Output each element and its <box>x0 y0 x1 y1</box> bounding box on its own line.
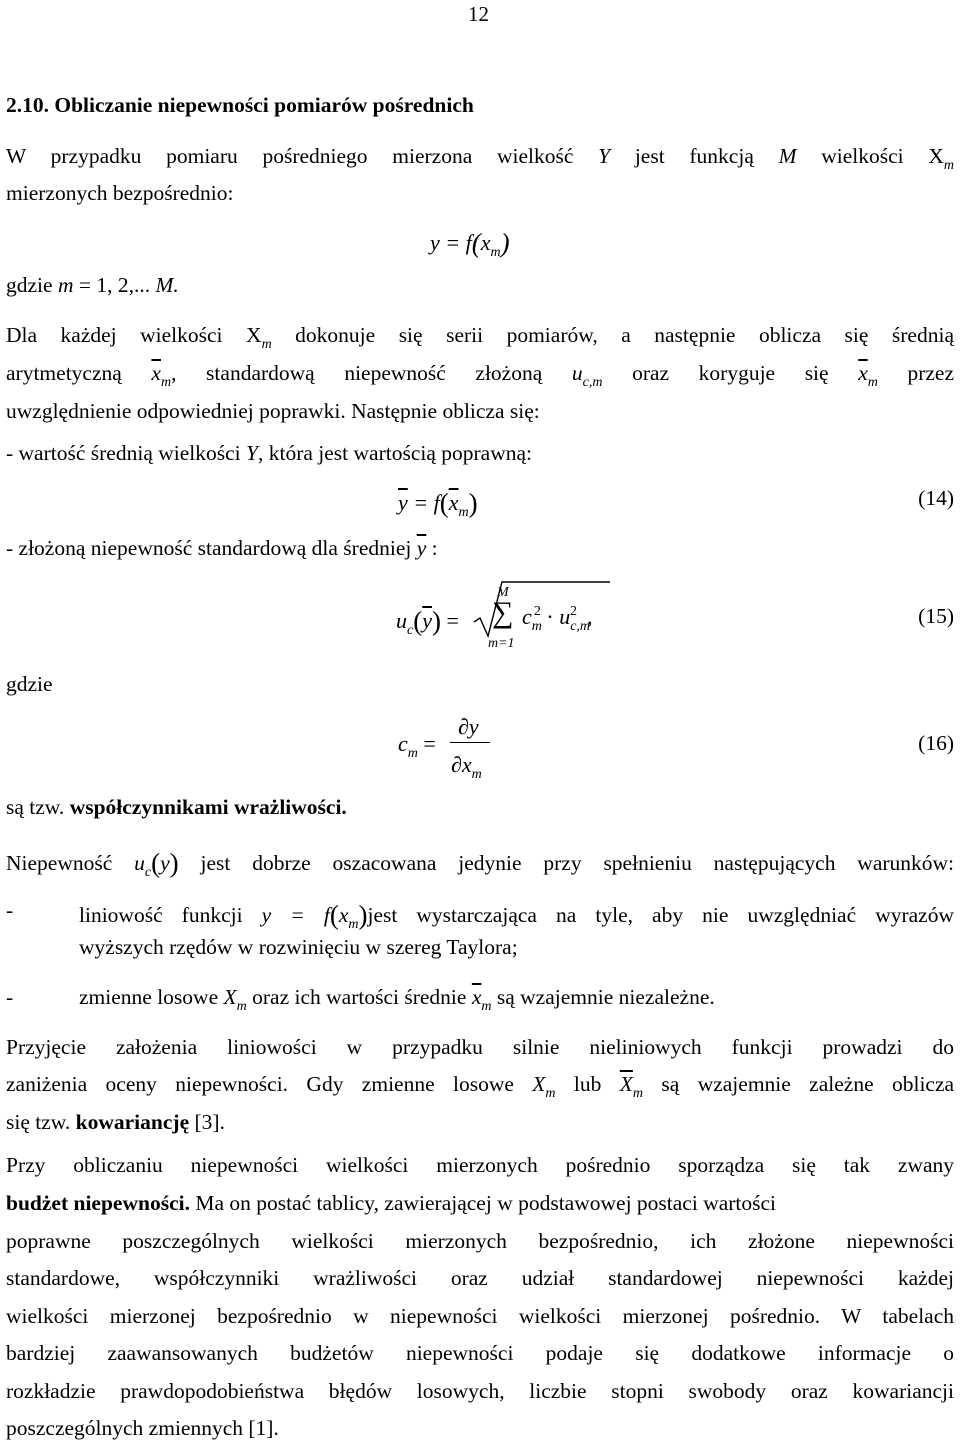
equation-16-numerator: ∂y <box>458 714 479 739</box>
equation-14: $\overline{y} = f(\overline{x}_m)$ <box>398 488 478 520</box>
equation-16-denominator: $\partial x_m$ <box>451 752 482 782</box>
condition-1-dash: - <box>6 898 14 922</box>
item-uncertainty: - złożoną niepewność standardową dla średniej $\overline{y}$ : <box>6 536 438 560</box>
equation-16-lhs: $c_m$ = <box>398 731 436 761</box>
para2-line-1: Przyjęcie założenia liniowości w przypadku silnie nieliniowych funkcji prowadzi do <box>6 1035 954 1059</box>
condition-2-line: zmienne losowe $X_m$ oraz ich wartości średnie $\overline{x}_m$ są wzajemnie niezależne. <box>79 985 715 1014</box>
condition-2-dash: - <box>6 985 14 1009</box>
sum-lower-limit: m=1 <box>488 636 515 651</box>
para1-line-1: Dla każdej wielkości $X_m$ dokonuje się serii pomiarów, a następnie oblicza się średnią <box>6 323 954 352</box>
equation-15-lhs: $u_c(\overline{y})$ = <box>396 606 459 638</box>
page-number: 12 <box>468 2 489 26</box>
item-mean: - wartość średnią wielkości Y, która jest wartością poprawną: <box>6 441 533 465</box>
para3-line-7: rozkładzie prawdopodobieństwa błędów losowych, liczbie stopni swobody oraz kowariancji <box>6 1379 954 1403</box>
para3-line-3: poprawne poszczególnych wielkości mierzonych bezpośrednio, ich złożone niepewności <box>6 1229 954 1253</box>
condition-1-line-1: liniowość funkcji $y = f(x_m)jest$ wystarczająca na tyle, aby nie uwzględniać wyrazów <box>79 900 954 932</box>
equation-16-number: (16) <box>918 731 954 755</box>
equation-main: $y = f(x_m)$ <box>430 228 510 260</box>
section-heading: 2.10. Obliczanie niepewności pomiarów pośrednich <box>6 93 474 117</box>
para2-line-3: się tzw. kowariancję [3]. <box>6 1110 225 1134</box>
para1-line-3: uwzględnienie odpowiedniej poprawki. Następnie oblicza się: <box>6 399 540 423</box>
conditions-intro: Niepewność $u_c(y)$ jest dobrze oszacowana jedynie przy spełnieniu następujących warunków: <box>6 848 955 880</box>
sensitivity-line: są tzw. współczynnikami wrażliwości. <box>6 795 347 819</box>
where-label: gdzie <box>6 672 53 696</box>
sum-upper-limit: M <box>497 585 509 600</box>
para3-line-4: standardowe, współczynniki wrażliwości oraz udział standardowej niepewności każdej <box>6 1266 954 1290</box>
fraction-bar <box>450 742 490 743</box>
para1-line-2: arytmetyczną $\overline{x}_m$, standardową niepewność złożoną $u_{c,m}$ oraz koryguje się $\overline{x}_m$ przez <box>6 361 955 390</box>
equation-14-number: (14) <box>918 486 954 510</box>
intro-line-2: mierzonych bezpośrednio: <box>6 181 234 205</box>
para3-line-2: budżet niepewności. Ma on postać tablicy, zawierającej w podstawowej postaci wartości <box>6 1191 777 1215</box>
equation-15-rhs: $c_m^2 \cdot u_{c,m}^2$ , <box>522 604 593 634</box>
para3-line-5: wielkości mierzonej bezpośrednio w niepewności wielkości mierzonej pośrednio. W tabelach <box>6 1304 954 1328</box>
where-m-line: gdzie m = 1, 2,... M. <box>6 273 179 297</box>
sum-sign-icon: ∑ <box>492 596 514 629</box>
condition-1-line-2: wyższych rzędów w rozwinięciu w szereg Taylora; <box>79 935 518 959</box>
para3-line-8: poszczególnych zmiennych [1]. <box>6 1416 279 1440</box>
para2-line-2: zaniżenia oceny niepewności. Gdy zmienne losowe $X_m$ lub $\overline{X}_m$ są wzajemnie zależne oblicza <box>6 1072 955 1101</box>
equation-15-number: (15) <box>918 604 954 628</box>
intro-line-1: W przypadku pomiaru pośredniego mierzona wielkość Y jest funkcją M wielkości $X_m$ <box>6 144 955 173</box>
para3-line-6: bardziej zaawansowanych budżetów niepewności podaje się dodatkowe informacje o <box>6 1341 954 1365</box>
para3-line-1: Przy obliczaniu niepewności wielkości mierzonych pośrednio sporządza się tak zwany <box>6 1153 954 1177</box>
